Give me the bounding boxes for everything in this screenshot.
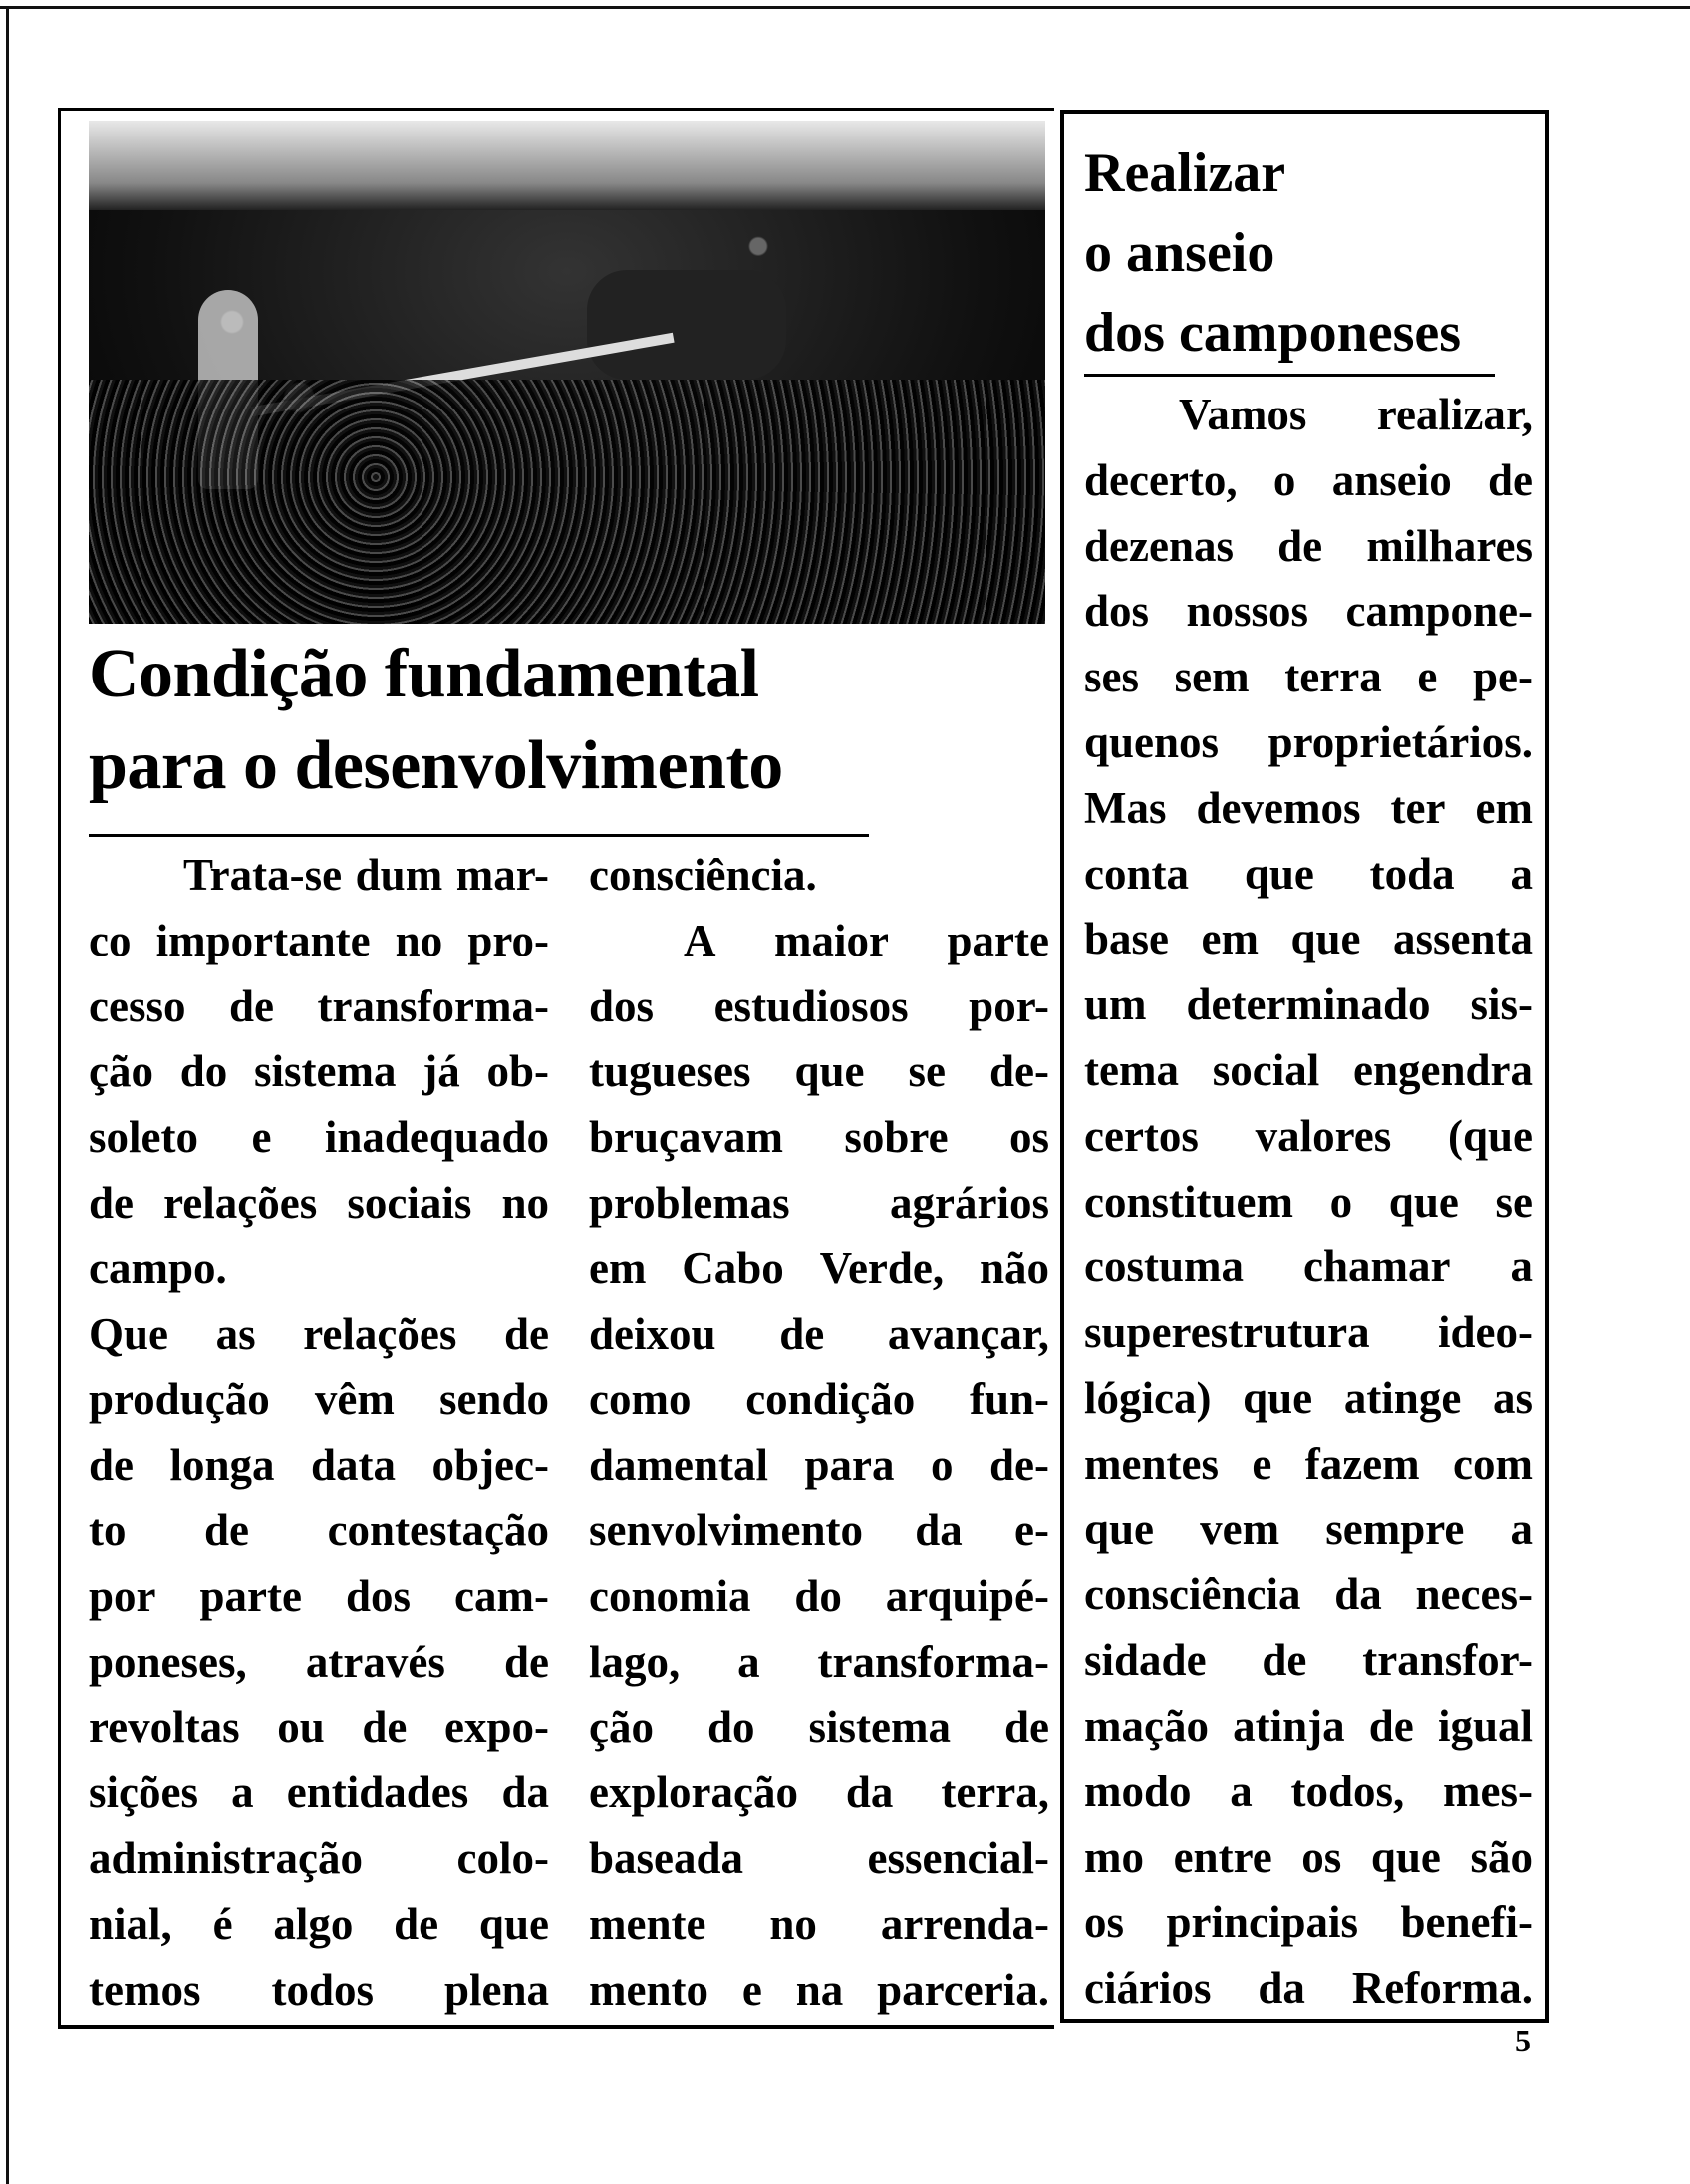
text-word: transforma- <box>317 980 549 1031</box>
text-word: se <box>908 1046 947 1097</box>
headline-rule <box>89 834 869 837</box>
text-word: que <box>1084 1503 1155 1554</box>
text-word: data <box>311 1440 397 1491</box>
text-word: de <box>503 1308 549 1359</box>
photo-sky <box>89 121 1045 210</box>
text-word: ses <box>1084 652 1139 702</box>
column-2-line-1 <box>589 843 1049 909</box>
text-word: de <box>229 980 275 1031</box>
text-word: pe- <box>1473 652 1533 702</box>
text-word: de <box>779 1308 825 1359</box>
column-2-line-5 <box>589 1105 1049 1171</box>
text-word: do <box>794 1570 842 1621</box>
sidebar-body-line-16 <box>1084 1366 1533 1432</box>
text-word: tugueses <box>589 1046 751 1097</box>
text-word: plena <box>443 1964 549 2015</box>
text-word: os <box>1008 1112 1049 1163</box>
sidebar-body-line-13 <box>1084 1170 1533 1235</box>
text-word: objec- <box>431 1440 549 1491</box>
page-number: 5 <box>1515 2023 1531 2058</box>
text-word: ob- <box>486 1046 549 1097</box>
text-word: como <box>589 1374 692 1425</box>
text-word: e <box>741 1964 762 2015</box>
page-edge-left <box>6 6 9 2184</box>
text-word: ou <box>277 1702 325 1753</box>
text-word: dum <box>355 850 443 900</box>
text-word: A <box>684 915 716 965</box>
text-word: vêm <box>314 1374 395 1425</box>
text-word: soleto <box>89 1112 198 1163</box>
text-word: de <box>89 1440 134 1491</box>
text-word: que <box>478 1898 549 1949</box>
text-word: de <box>394 1898 439 1949</box>
main-article <box>58 108 1054 2029</box>
text-word: no <box>395 915 443 965</box>
text-word: ciários <box>1084 1963 1212 2014</box>
sidebar-box <box>1060 110 1549 2023</box>
text-word: condição <box>745 1374 916 1425</box>
sidebar-body-line-4 <box>1084 579 1533 645</box>
text-word: problemas <box>589 1177 790 1228</box>
text-word: mes- <box>1443 1766 1533 1816</box>
column-2-line-11 <box>589 1499 1049 1564</box>
article-headline <box>89 629 986 812</box>
text-word: cesso <box>89 980 186 1031</box>
text-word: lógica) <box>1084 1372 1212 1423</box>
text-word: o <box>1329 1176 1353 1227</box>
sidebar-body-line-5 <box>1084 645 1533 710</box>
sidebar-body-line-23 <box>1084 1825 1533 1891</box>
text-word: certos <box>1084 1110 1199 1161</box>
text-word: de <box>362 1702 408 1753</box>
text-word: transfor- <box>1362 1635 1533 1686</box>
sidebar-body-line-24 <box>1084 1890 1533 1956</box>
article-column-1 <box>89 843 549 2023</box>
text-word: de <box>204 1504 250 1555</box>
text-word: sições <box>89 1768 198 1818</box>
text-word: benefi- <box>1400 1897 1533 1948</box>
text-word: de- <box>989 1046 1049 1097</box>
text-word: realizar, <box>1376 390 1533 439</box>
text-word: que <box>1370 1831 1441 1882</box>
column-1-line-18 <box>89 1958 549 2024</box>
text-word: constituem <box>1084 1176 1293 1227</box>
sidebar-body-line-7 <box>1084 776 1533 842</box>
text-word: Que <box>89 1308 169 1359</box>
text-word: senvolvimento <box>589 1504 863 1555</box>
text-word: quenos <box>1084 716 1220 767</box>
text-word: igual <box>1437 1700 1533 1751</box>
text-word: essencial- <box>867 1832 1049 1883</box>
text-word: toda <box>1369 848 1455 899</box>
text-word: Mas <box>1084 782 1167 833</box>
sidebar-body-line-6 <box>1084 710 1533 776</box>
sidebar-title-line-1: Realizar <box>1084 142 1286 204</box>
text-word: principais <box>1166 1897 1359 1948</box>
sidebar-body-line-22 <box>1084 1760 1533 1825</box>
text-word: a <box>1510 848 1533 899</box>
text-word: Trata-se <box>183 850 343 900</box>
sidebar-body-line-11 <box>1084 1038 1533 1104</box>
column-1-line-9 <box>89 1367 549 1433</box>
column-1-line-14 <box>89 1695 549 1761</box>
text-word: sobre <box>844 1112 949 1163</box>
text-word: importante <box>155 915 371 965</box>
text-word: de <box>89 1177 134 1228</box>
text-word: agrários <box>890 1177 1049 1228</box>
text-word: no <box>501 1177 549 1228</box>
text-word: parte <box>947 915 1049 965</box>
text-word: conomia <box>589 1570 751 1621</box>
column-1-line-7 <box>89 1236 549 1302</box>
sidebar-body-line-25 <box>1084 1956 1533 2022</box>
text-word: em <box>1475 782 1533 833</box>
text-word: que <box>794 1046 865 1097</box>
text-word: ção <box>89 1046 153 1097</box>
text-word: da <box>1334 1569 1382 1620</box>
text-word: terra, <box>941 1768 1049 1818</box>
text-word: algo <box>273 1898 354 1949</box>
text-word: ção <box>589 1702 654 1753</box>
text-word: vem <box>1200 1503 1280 1554</box>
text-word: com <box>1453 1438 1533 1489</box>
text-word: sistema <box>253 1046 397 1097</box>
text-word: que <box>1244 848 1314 899</box>
text-word: revoltas <box>89 1702 240 1753</box>
text-word: mação <box>1084 1700 1209 1751</box>
text-word: sidade <box>1084 1635 1207 1686</box>
text-word: é <box>212 1898 233 1949</box>
text-word: sis- <box>1470 979 1533 1030</box>
text-word: dezenas <box>1084 520 1234 571</box>
text-word: produção <box>89 1374 270 1425</box>
sidebar-body-line-10 <box>1084 972 1533 1038</box>
text-word: a <box>1510 1503 1533 1554</box>
text-word: ter <box>1390 782 1446 833</box>
text-word: de- <box>989 1440 1049 1491</box>
column-2-line-3 <box>589 974 1049 1040</box>
column-1-line-4 <box>89 1039 549 1105</box>
sidebar-body-line-3 <box>1084 514 1533 580</box>
text-word: Cabo <box>682 1242 784 1293</box>
text-word: em <box>589 1242 647 1293</box>
text-word: consciência <box>1084 1569 1301 1620</box>
text-word: poneses, <box>89 1636 247 1687</box>
text-word: costuma <box>1084 1241 1244 1292</box>
sidebar-title <box>1084 134 1543 373</box>
sidebar-body-line-9 <box>1084 907 1533 972</box>
text-word: social <box>1212 1044 1320 1095</box>
text-word: sendo <box>438 1374 549 1425</box>
article-photo-farmer-plowing <box>89 121 1045 624</box>
text-word: (que <box>1447 1110 1533 1161</box>
text-word: do <box>179 1046 228 1097</box>
text-word: dos <box>589 980 655 1031</box>
text-word: chamar <box>1303 1241 1451 1292</box>
text-word: contestação <box>327 1504 549 1555</box>
photo-ox <box>587 270 786 380</box>
text-word: mente <box>589 1898 706 1949</box>
text-word: conta <box>1084 848 1189 899</box>
text-word: engendra <box>1352 1044 1533 1095</box>
column-1-line-17 <box>89 1892 549 1958</box>
sidebar-body-line-21 <box>1084 1694 1533 1760</box>
sidebar-body-line-19 <box>1084 1562 1533 1628</box>
text-word: a <box>1510 1241 1533 1292</box>
text-word: mo <box>1084 1831 1144 1882</box>
column-1-line-6 <box>89 1171 549 1236</box>
text-word: expo- <box>444 1702 549 1753</box>
text-word: bruçavam <box>589 1112 783 1163</box>
column-1-line-15 <box>89 1761 549 1826</box>
text-word: de <box>503 1636 549 1687</box>
text-word: superestrutura <box>1084 1307 1370 1358</box>
text-word: não <box>979 1242 1049 1293</box>
text-word: campone- <box>1345 586 1533 637</box>
text-word: proprietários. <box>1268 716 1533 767</box>
text-word: por- <box>969 980 1049 1031</box>
text-word: de <box>1277 520 1323 571</box>
text-word: damental <box>589 1440 768 1491</box>
sidebar-body-line-17 <box>1084 1432 1533 1498</box>
text-word: da <box>501 1768 549 1818</box>
text-word: co <box>89 915 132 965</box>
text-word: a <box>1230 1766 1253 1816</box>
text-word: valores <box>1255 1110 1392 1161</box>
text-word: Verde, <box>819 1242 945 1293</box>
text-word: assenta <box>1392 914 1533 964</box>
text-word: em <box>1201 914 1259 964</box>
text-word: devemos <box>1196 782 1361 833</box>
column-2-line-9 <box>589 1367 1049 1433</box>
column-2-line-18 <box>589 1958 1049 2024</box>
text-word: sempre <box>1325 1503 1465 1554</box>
photo-soil <box>89 380 1045 624</box>
text-word: transforma- <box>817 1636 1049 1687</box>
column-2-line-15 <box>589 1761 1049 1826</box>
text-word: um <box>1084 979 1147 1030</box>
headline-line-2: para o desenvolvimento <box>89 727 783 804</box>
text-word: fazem <box>1304 1438 1420 1489</box>
text-word: parceria. <box>877 1964 1049 2015</box>
text-word: atinja <box>1233 1700 1345 1751</box>
text-word: longa <box>169 1440 275 1491</box>
text-word: através <box>305 1636 445 1687</box>
text-word: dos <box>1084 586 1150 637</box>
text-word: administração <box>89 1832 363 1883</box>
column-2-line-14 <box>589 1695 1049 1761</box>
text-word: estudiosos <box>713 980 909 1031</box>
sidebar-body-line-18 <box>1084 1498 1533 1563</box>
text-word: mar- <box>455 850 549 900</box>
text-word: todos <box>271 1964 374 2015</box>
text-word: tema <box>1084 1044 1179 1095</box>
text-word: e- <box>1014 1504 1049 1555</box>
text-word: de <box>1004 1702 1049 1753</box>
text-word: de <box>1262 1635 1307 1686</box>
column-2-line-13 <box>589 1630 1049 1696</box>
text-word: e <box>1417 652 1438 702</box>
column-2-line-12 <box>589 1564 1049 1630</box>
text-word: de <box>1368 1700 1414 1751</box>
text-word: deixou <box>589 1308 716 1359</box>
column-1-line-5 <box>89 1105 549 1171</box>
text-word: os <box>1084 1897 1125 1948</box>
text-word: que <box>1243 1372 1313 1423</box>
text-word: da <box>915 1504 963 1555</box>
text-word: neces- <box>1415 1569 1533 1620</box>
text-word: cam- <box>454 1570 549 1621</box>
column-2-line-8 <box>589 1302 1049 1368</box>
text-word: lago, <box>589 1636 681 1687</box>
text-word: todos, <box>1290 1766 1405 1816</box>
text-word: a <box>231 1768 254 1818</box>
column-2-line-7 <box>589 1236 1049 1302</box>
sidebar-title-rule <box>1084 374 1495 377</box>
column-1-line-11 <box>89 1499 549 1564</box>
column-2-line-16 <box>589 1826 1049 1892</box>
text-word: e <box>251 1112 272 1163</box>
sidebar-body-line-20 <box>1084 1628 1533 1694</box>
text-word: milhares <box>1366 520 1533 571</box>
column-1-line-16 <box>89 1826 549 1892</box>
text-word: por <box>89 1570 156 1621</box>
headline-line-1: Condição fundamental <box>89 636 759 712</box>
text-word: avançar, <box>887 1308 1049 1359</box>
text-word: sistema <box>808 1702 951 1753</box>
sidebar-body-line-2 <box>1084 448 1533 514</box>
text-word: colo- <box>456 1832 549 1883</box>
text-word: fun- <box>969 1374 1049 1425</box>
text-word: sem <box>1174 652 1250 702</box>
column-2-line-10 <box>589 1433 1049 1499</box>
text-word: relações <box>163 1177 318 1228</box>
sidebar-body-line-15 <box>1084 1300 1533 1366</box>
text-word: exploração <box>589 1768 798 1818</box>
sidebar-body-line-1 <box>1084 383 1533 448</box>
column-2-line-6 <box>589 1171 1049 1236</box>
text-word: o <box>931 1440 954 1491</box>
text-word: nossos <box>1186 586 1309 637</box>
text-word: se <box>1495 1176 1533 1227</box>
text-word: dos <box>345 1570 412 1621</box>
text-word: e <box>1252 1438 1272 1489</box>
text-word: mento <box>589 1964 708 2015</box>
sidebar-body-line-8 <box>1084 842 1533 908</box>
text-word: inadequado <box>324 1112 549 1163</box>
text-word: consciência. <box>589 850 817 900</box>
sidebar-body <box>1084 383 1533 2022</box>
text-word: pro- <box>467 915 549 965</box>
text-word: para <box>804 1440 895 1491</box>
text-word: Vamos <box>1179 390 1307 439</box>
column-2-line-4 <box>589 1039 1049 1105</box>
text-word: baseada <box>589 1832 744 1883</box>
text-word: da <box>1258 1963 1305 2014</box>
column-1-line-12 <box>89 1564 549 1630</box>
text-word: o <box>1272 454 1296 505</box>
text-word: arrenda- <box>880 1898 1049 1949</box>
text-word: arquipé- <box>885 1570 1049 1621</box>
text-word: as <box>215 1308 256 1359</box>
text-word: Reforma. <box>1351 1963 1533 2014</box>
text-word: to <box>89 1504 127 1555</box>
column-2-line-2 <box>589 909 1049 974</box>
text-word: campo. <box>89 1242 227 1293</box>
sidebar-body-line-12 <box>1084 1104 1533 1170</box>
text-word: da <box>845 1768 894 1818</box>
column-2-line-17 <box>589 1892 1049 1958</box>
text-word: no <box>769 1898 817 1949</box>
column-1-line-3 <box>89 974 549 1040</box>
text-word: terra <box>1284 652 1382 702</box>
text-word: que <box>1290 914 1361 964</box>
column-1-line-8 <box>89 1302 549 1368</box>
text-word: de <box>1487 454 1533 505</box>
sidebar-body-line-14 <box>1084 1234 1533 1300</box>
text-word: as <box>1492 1372 1533 1423</box>
text-word: determinado <box>1186 979 1431 1030</box>
text-word: do <box>706 1702 755 1753</box>
column-1-line-1 <box>89 843 549 909</box>
page-edge-top <box>0 6 1690 9</box>
text-word: entre <box>1173 1831 1272 1882</box>
text-word: entidades <box>286 1768 469 1818</box>
text-word: são <box>1470 1831 1533 1882</box>
text-word: anseio <box>1331 454 1452 505</box>
text-word: na <box>795 1964 844 2015</box>
column-1-line-10 <box>89 1433 549 1499</box>
text-word: decerto, <box>1084 454 1238 505</box>
text-word: temos <box>89 1964 201 2015</box>
text-word: parte <box>199 1570 302 1621</box>
text-word: nial, <box>89 1898 172 1949</box>
text-word: que <box>1388 1176 1459 1227</box>
column-1-line-2 <box>89 909 549 974</box>
text-word: relações <box>303 1308 457 1359</box>
text-word: ideo- <box>1438 1307 1533 1358</box>
article-column-2 <box>589 843 1049 2023</box>
column-1-line-13 <box>89 1630 549 1696</box>
text-word: a <box>737 1636 760 1687</box>
sidebar-title-line-2: o anseio <box>1084 222 1275 284</box>
text-word: maior <box>774 915 889 965</box>
text-word: atinge <box>1343 1372 1462 1423</box>
text-word: modo <box>1084 1766 1192 1816</box>
text-word: já <box>422 1046 460 1097</box>
text-word: sociais <box>347 1177 472 1228</box>
text-word: mentes <box>1084 1438 1219 1489</box>
text-word: base <box>1084 914 1170 964</box>
sidebar-title-line-3: dos camponeses <box>1084 302 1462 364</box>
text-word: os <box>1301 1831 1342 1882</box>
